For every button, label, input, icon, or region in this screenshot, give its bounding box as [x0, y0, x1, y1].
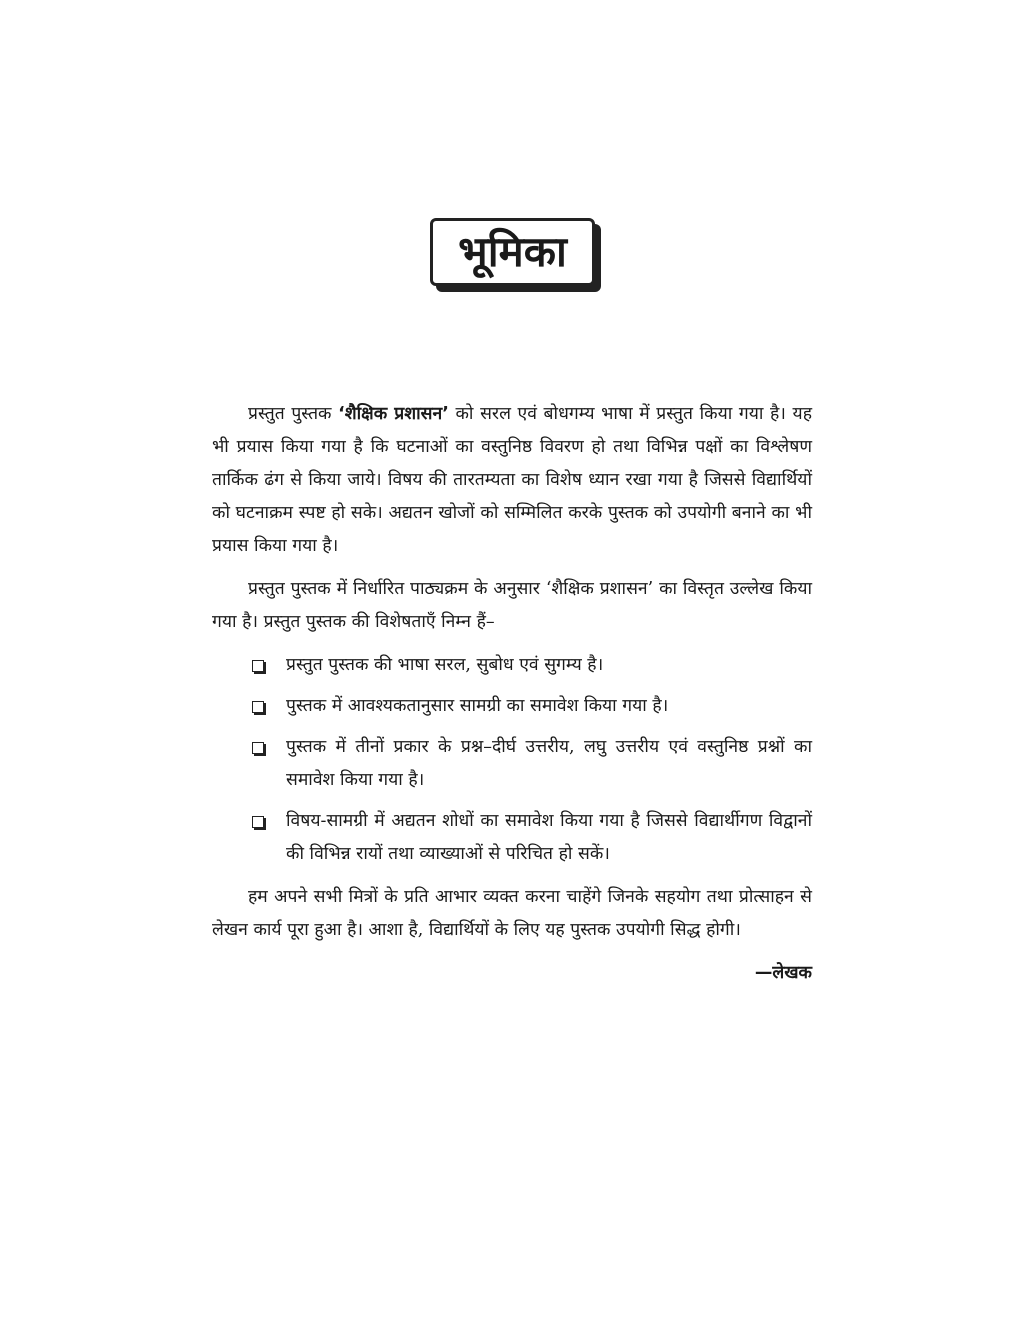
- intro-text-start: प्रस्तुत पुस्तक: [248, 404, 339, 424]
- checkbox-bullet-icon: [252, 816, 264, 828]
- checkbox-bullet-icon: [252, 742, 264, 754]
- feature-text: पुस्तक में आवश्यकतानुसार सामग्री का समावेश किया गया है।: [286, 696, 669, 716]
- features-intro-paragraph: प्रस्तुत पुस्तक में निर्धारित पाठ्यक्रम के अनुसार ‘शैक्षिक प्रशासन’ का विस्तृत उल्लेख किया गया है। प्रस्तुत पुस्तक की विशेषताएँ निम्न हैं–: [212, 579, 812, 632]
- feature-text: प्रस्तुत पुस्तक की भाषा सरल, सुबोध एवं सुगम्य है।: [286, 655, 604, 675]
- book-title-emphasis: ‘शैक्षिक प्रशासन’: [338, 404, 449, 424]
- intro-text-rest: को सरल एवं बोधगम्य भाषा में प्रस्तुत किया गया है। यह भी प्रयास किया गया है कि घटनाओं का वस्तुनिष्ठ विवरण हो तथा विभिन्न पक्षों का विश्लेषण तार्किक ढंग से किया जाये। विषय की तारतम्यता का विशेष ध्यान रखा गया है जिससे विद्यार्थियों को घटनाक्रम स्पष्ट हो सके। अद्यतन खोजों को सम्मिलित करके पुस्तक को उपयोगी बनाने का भी प्रयास किया गया है।: [212, 404, 812, 556]
- checkbox-bullet-icon: [252, 660, 264, 672]
- feature-text: विषय-सामग्री में अद्यतन शोधों का समावेश किया गया है जिससे विद्यार्थीगण विद्वानों की विभिन्न रायों तथा व्याख्याओं से परिचित हो सकें।: [286, 811, 812, 864]
- features-list: [212, 649, 812, 871]
- list-item: [212, 649, 812, 682]
- feature-text: पुस्तक में तीनों प्रकार के प्रश्न–दीर्घ उत्तरीय, लघु उत्तरीय एवं वस्तुनिष्ठ प्रश्नों का समावेश किया गया है।: [286, 737, 812, 790]
- page-body: [212, 398, 812, 990]
- list-item: [212, 805, 812, 871]
- author-signature: —लेखक: [754, 963, 812, 983]
- list-item: [212, 690, 812, 723]
- title-box-frame: [430, 218, 595, 286]
- page-title: भूमिका: [458, 227, 567, 276]
- title-box: [430, 218, 595, 286]
- intro-paragraph: [212, 398, 812, 563]
- acknowledgement-paragraph: हम अपने सभी मित्रों के प्रति आभार व्यक्त करना चाहेंगे जिनके सहयोग तथा प्रोत्साहन से लेखन कार्य पूरा हुआ है। आशा है, विद्यार्थियों के लिए यह पुस्तक उपयोगी सिद्ध होगी।: [212, 887, 812, 940]
- list-item: [212, 731, 812, 797]
- checkbox-bullet-icon: [252, 701, 264, 713]
